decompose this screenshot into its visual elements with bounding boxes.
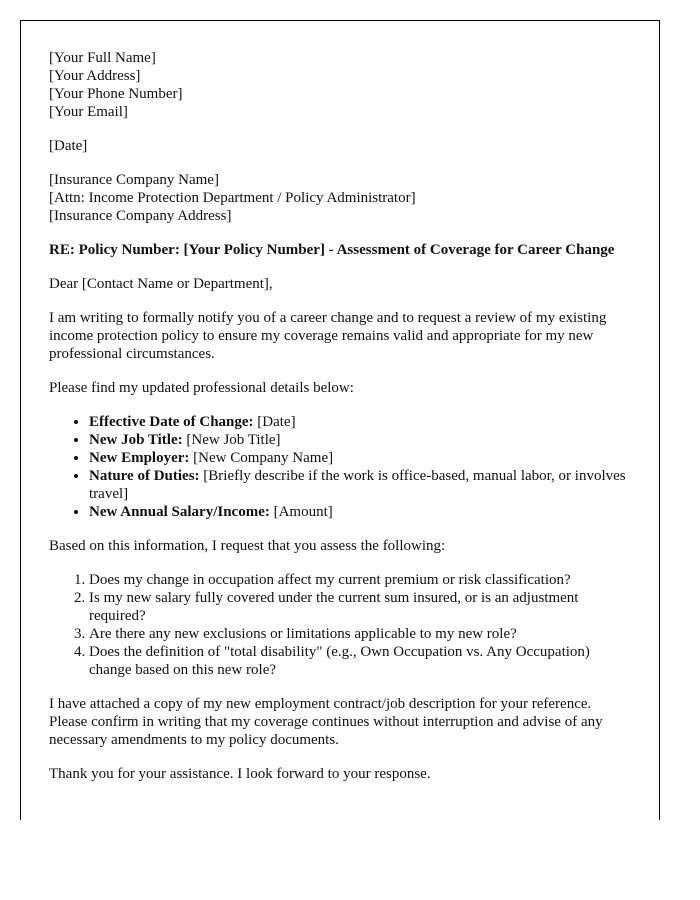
closing-paragraph: Thank you for your assistance. I look forward to your response. [49,766,431,782]
detail-value: [Date] [253,414,296,430]
questions-intro: Based on this information, I request that you assess the following: [49,538,446,554]
detail-value: [Amount] [269,504,333,520]
detail-value: [Briefly describe if the work is office-based, manual labor, or involves travel] [89,468,626,502]
detail-label: Nature of Duties: [89,468,200,484]
recipient-attn: [Attn: Income Protection Department / Policy Administrator] [49,190,416,206]
intro-paragraph: I am writing to formally notify you of a career change and to request a review of my existing income protection policy to ensure my coverage remains valid and appropriate for my new professional circumstances. [49,310,607,362]
sender-block [49,49,631,121]
list-item: 2. Is my new salary fully covered under the current sum insured, or is an adjustment required? [89,589,631,625]
list-item: 1. Does my change in occupation affect my current premium or risk classification? [89,571,631,589]
list-item: 4. Does the definition of "total disability" (e.g., Own Occupation vs. Any Occupation) change based on this new role? [89,643,631,679]
sender-phone: [Your Phone Number] [49,86,183,102]
sender-email: [Your Email] [49,104,128,120]
detail-label: Effective Date of Change: [89,414,254,430]
letter-body [21,21,659,783]
detail-label: New Annual Salary/Income: [89,504,270,520]
list-item [89,449,631,467]
detail-value: [New Job Title] [182,432,281,448]
list-item: 3. Are there any new exclusions or limitations applicable to my new role? [89,625,631,643]
questions-list [49,571,631,679]
details-list [49,413,631,521]
recipient-company: [Insurance Company Name] [49,172,219,188]
list-item [89,431,631,449]
sender-address: [Your Address] [49,68,141,84]
list-item [89,467,631,503]
details-intro: Please find my updated professional details below: [49,380,354,396]
sender-name: [Your Full Name] [49,50,156,66]
detail-label: New Employer: [89,450,190,466]
detail-value: [New Company Name] [189,450,334,466]
letter-page [20,20,660,820]
list-item [89,503,631,521]
attachment-paragraph: I have attached a copy of my new employment contract/job description for your reference. Please confirm in writing that my coverage continues without interruption and advise of any necessary amendments to my policy documents. [49,696,603,748]
letter-date: [Date] [49,138,88,154]
list-item [89,413,631,431]
recipient-block [49,171,631,225]
salutation: Dear [Contact Name or Department], [49,276,273,292]
subject-line: RE: Policy Number: [Your Policy Number] - Assessment of Coverage for Career Change [49,242,615,258]
recipient-address: [Insurance Company Address] [49,208,232,224]
detail-label: New Job Title: [89,432,183,448]
